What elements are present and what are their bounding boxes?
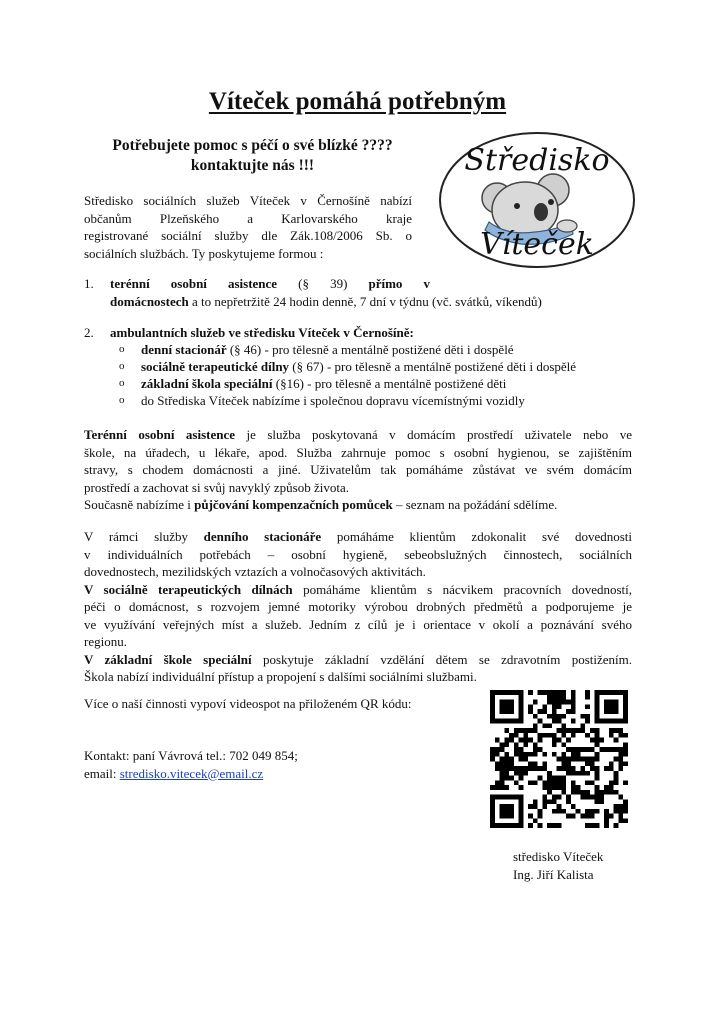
paragraph-ambulant-services: V rámci služby denního stacionáře pomáháme klientům zdokonalit své dovednosti v individuálních potřebách – osobní hygieně, sebeobslužných činnostech, sociálních dovednostech, mezilidských vztazích a volnočasových aktivitách. V sociálně terapeutických dílnách pomáháme klientům s nácvikem pracovních dovedností, péči o domácnost, s rozvojem jemné motoriky výrobou drobných předmětů a podporujeme je ve využívání veřejných míst a služeb. Jedním z cílů je i orientace v okolí a poznávání svého regionu. V základní škole speciální poskytuje základní vzdělání dětem se zdravotním postižením. Škola nabízí individuální přístup a propojení s dalšími sociálními službami. (84, 529, 633, 684)
bullet-icon: o (119, 360, 125, 372)
intro-line: Středisko sociálních služeb Víteček v Černošíně nabízí (84, 193, 412, 208)
list-number: 2. (84, 325, 94, 340)
bullet-icon: o (119, 394, 125, 406)
document-page: Víteček pomáhá potřebným Potřebujete pomoc s péčí o své blízké ???? kontaktujte nás !!! Středisko Víteček Středisko sociálních služeb Víteček v Černošíně nabízí občanům Plzeňského a Karlovarského kraje registrované sociální služby dle Zák.108/2006 Sb. o sociálních službách. Ty poskytujeme formou : 1. terénní osobní asistence (§ 39) přímo v domácnostech a to nepřetržitě 24 hodin denně, 7 dní v týdnu (vč. svátků, víkendů) 2. ambulantních služeb ve středisku Víteček v Černošíně: o denní stacionář (§ 46) - pro tělesně a mentálně postižené děti i dospělé o sociálně terapeutické dílny (§ 67) - pro tělesně a mentálně postižené děti i dospělé o základní škola speciální (§16) - pro tělesně a mentálně postižené děti o do Střediska Víteček nabízíme i společnou dopravu vícemístnými vozidly Terénní osobní asistence je služba poskytovaná v domácím prostředí uživatele nebo ve škole, na úřadech, u lékaře, apod. Služba zahrnuje pomoc s osobní hygienou, se zajištěním stravy, s chodem domácnosti a jiné. Uživatelům tak pomáháme zůstávat ve svém domácím prostředí a zachovat si svůj navyklý způsob života. Současně nabízíme i půjčování kompenzačních pomůcek – seznam na požádání sdělíme. V rámci služby denního stacionáře pomáháme klientům zdokonalit své dovednosti v individuálních potřebách – osobní hygieně, sebeobslužných činnostech, sociálních dovednostech, mezilidských vztazích a volnočasových aktivitách. V sociálně terapeutických dílnách pomáháme klientům s nácvikem pracovních dovedností, péči o domácnost, s rozvojem jemné motoriky výrobou drobných předmětů a podporujeme je ve využívání veřejných míst a služeb. Jedním z cílů je i orientace v okolí a poznávání svého regionu. V základní škole speciální poskytuje základní vzdělání dětem se zdravotním postižením. Škola nabízí individuální přístup a propojení s dalšími sociálními službami. Více o naší činnosti vypoví videospot na přiloženém QR kódu: Kontakt: paní Vávrová tel.: 702 049 854; email: stredisko.vitecek@email.cz středisko Víteček Ing. Jiří Kalista (0, 0, 715, 1024)
logo-top-text: Středisko (464, 143, 610, 178)
koala-bear-logo (437, 130, 637, 270)
logo-bottom-text: Víteček (480, 227, 594, 262)
qr-caption: Více o naší činnosti vypoví videospot na přiloženém QR kódu: (84, 696, 412, 711)
intro-line: občanům Plzeňského a Karlovarského kraje (84, 210, 412, 226)
intro-line: sociálních službách. Ty poskytujeme formou : (84, 245, 324, 261)
contact-phone: Kontakt: paní Vávrová tel.: 702 049 854; (84, 748, 298, 763)
signature-block (513, 848, 603, 883)
subtitle-line-1: Potřebujete pomoc s péčí o své blízké ???? (112, 137, 393, 154)
list-heading: ambulantních služeb ve středisku Víteček v Černošíně: (110, 325, 414, 340)
list-item-text-cont: domácnostech a to nepřetržitě 24 hodin denně, 7 dní v týdnu (vč. svátků, víkendů) (110, 293, 542, 309)
bullet-icon: o (119, 343, 125, 355)
intro-paragraph (84, 192, 412, 262)
signature-name: Ing. Jiří Kalista (513, 866, 594, 882)
list-number: 1. (84, 276, 94, 291)
bullet-icon: o (119, 377, 125, 389)
contact-block (84, 747, 298, 782)
list-item-text: terénní osobní asistence (§ 39) přímo v (110, 276, 430, 291)
page-title: Víteček pomáhá potřebným (208, 88, 507, 115)
paragraph-field-assistance: Terénní osobní asistence je služba poskytovaná v domácím prostředí uživatele nebo ve škole, na úřadech, u lékaře, apod. Služba zahrnuje pomoc s osobní hygienou, se zajištěním stravy, s chodem domácnosti a jiné. Uživatelům tak pomáháme zůstávat ve svém domácím prostředí a zachovat si svůj navyklý způsob života. Současně nabízíme i půjčování kompenzačních pomůcek – seznam na požádání sdělíme. (84, 427, 632, 512)
subtitle (80, 136, 425, 176)
email-link[interactable]: stredisko.vitecek@email.cz (119, 765, 264, 781)
signature-organization: středisko Víteček (513, 849, 604, 864)
email-label: email: (84, 765, 120, 781)
qr-code-icon[interactable] (490, 690, 628, 828)
subtitle-line-2: kontaktujte nás !!! (190, 157, 315, 174)
intro-line: registrované sociální služby dle Zák.108/2006 Sb. o (84, 228, 412, 243)
